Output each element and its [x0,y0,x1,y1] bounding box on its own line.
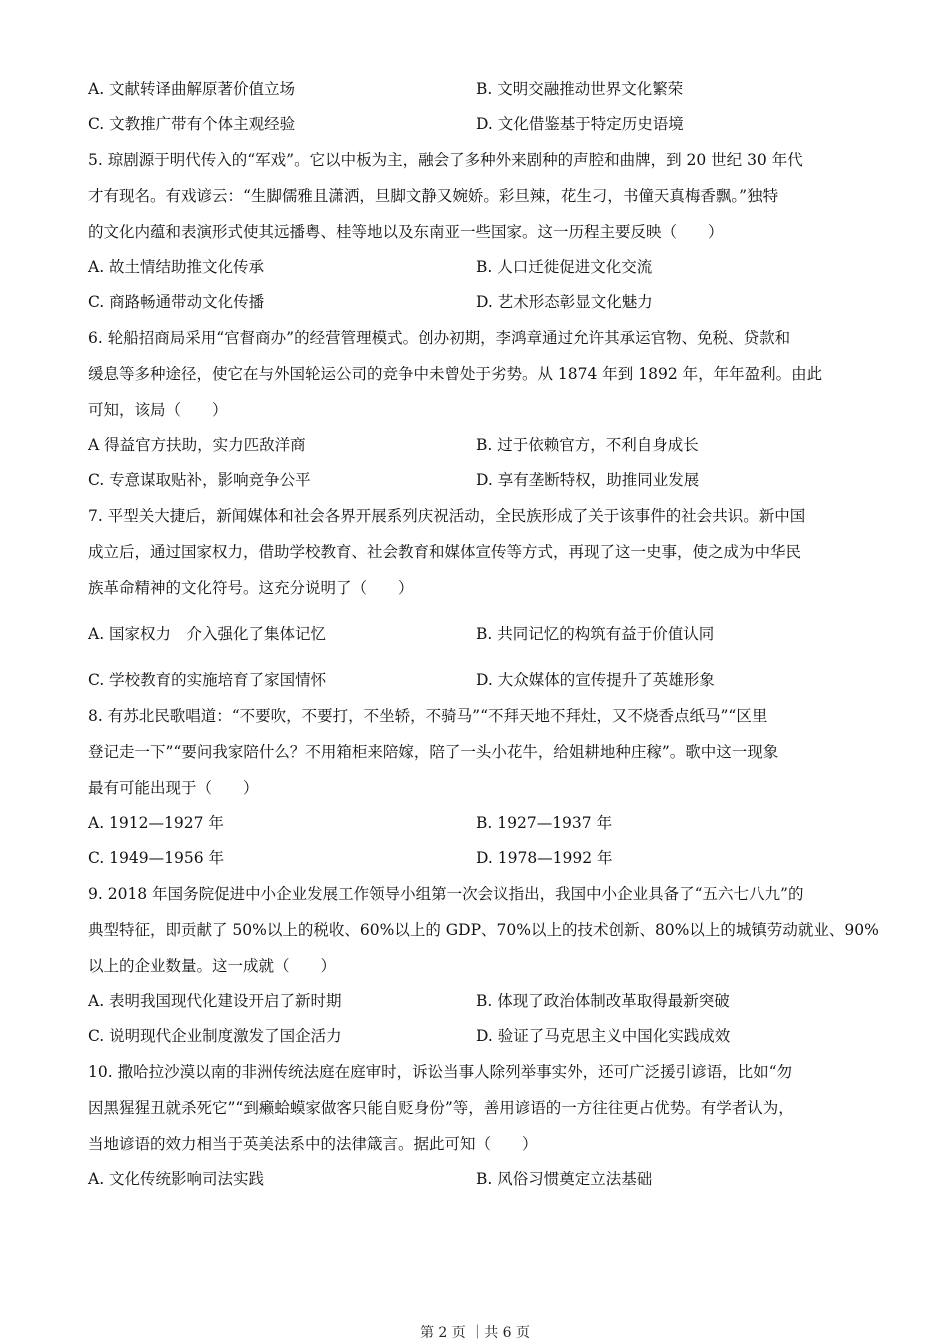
spacer [88,606,868,617]
q9-option-a[interactable]: A. 表明我国现代化建设开启了新时期 [88,992,342,1010]
q5-options-row-1 [88,250,868,285]
q6-option-b[interactable]: B. 过于依赖官方，不利自身成长 [476,436,699,454]
q4-option-a[interactable]: A. 文献转译曲解原著价值立场 [88,80,296,98]
question-9-stem-line: 典型特征，即贡献了 50%以上的税收、60%以上的 GDP、70%以上的技术创新、80%以上的城镇劳动就业、90% [88,921,879,939]
q6-option-c[interactable]: C. 专意谋取贴补，影响竞争公平 [88,471,311,489]
page-footer: 第 2 页 ｜共 6 页 [419,1325,531,1341]
question-8 [88,698,868,876]
q6-options-row-2 [88,463,868,498]
q8-options-row-2 [88,841,868,876]
q5-option-a[interactable]: A. 故土情结助推文化传承 [88,258,265,276]
q10-option-b[interactable]: B. 风俗习惯奠定立法基础 [476,1170,653,1188]
q8-option-c[interactable]: C. 1949—1956 年 [88,849,224,867]
question-10-stem-line: 因黑猩猩丑就杀死它”“到癞蛤蟆家做客只能自贬身份”等，善用谚语的一方往往更占优势。有学者认为， [88,1099,794,1117]
q8-option-d[interactable]: D. 1978—1992 年 [476,849,613,867]
q8-options-row-1 [88,806,868,841]
q9-option-d[interactable]: D. 验证了马克思主义中国化实践成效 [476,1027,731,1045]
q7-option-b[interactable]: B. 共同记忆的构筑有益于价值认同 [476,625,715,643]
q8-option-a[interactable]: A. 1912—1927 年 [88,814,224,832]
q4-option-b[interactable]: B. 文明交融推动世界文化繁荣 [476,80,684,98]
q5-option-d[interactable]: D. 艺术形态彰显文化魅力 [476,293,653,311]
q6-option-a[interactable]: A 得益官方扶助，实力匹敌洋商 [88,436,306,454]
question-6 [88,320,868,498]
q9-option-b[interactable]: B. 体现了政治体制改革取得最新突破 [476,992,730,1010]
question-5 [88,142,868,320]
q4-option-d[interactable]: D. 文化借鉴基于特定历史语境 [476,115,684,133]
question-7-stem-line: 7. 平型关大捷后，新闻媒体和社会各界开展系列庆祝活动，全民族形成了关于该事件的社会共识。新中国 [88,507,806,525]
question-7-stem-line: 族革命精神的文化符号。这充分说明了（ ） [88,579,414,597]
question-6-stem-line: 6. 轮船招商局采用“官督商办”的经营管理模式。创办初期，李鸿章通过允许其承运官物、免税、贷款和 [88,329,791,347]
q5-options-row-2 [88,285,868,320]
question-8-stem-line: 登记走一下”“要问我家陪什么？不用箱柜来陪嫁，陪了一头小花牛，给姐耕地种庄稼”。歌中这一现象 [88,743,779,761]
question-9-stem-line: 9. 2018 年国务院促进中小企业发展工作领导小组第一次会议指出，我国中小企业具备了“五六七八九”的 [88,885,804,903]
question-5-stem-line: 的文化内蕴和表演形式使其远播粤、桂等地以及东南亚一些国家。这一历程主要反映（ ） [88,223,724,241]
q6-options-row-1 [88,428,868,463]
q7-options-row-1 [88,617,868,652]
question-10-stem-line: 当地谚语的效力相当于英美法系中的法律箴言。据此可知（ ） [88,1135,538,1153]
question-8-stem-line: 8. 有苏北民歌唱道：“不要吹，不要打，不坐轿，不骑马”“不拜天地不拜灶，又不烧香点纸马”“区里 [88,707,768,725]
question-6-stem-line: 可知，该局（ ） [88,401,228,419]
q9-option-c[interactable]: C. 说明现代企业制度激发了国企活力 [88,1027,342,1045]
q4-options-row-2 [88,107,868,142]
question-5-stem-line: 才有现名。有戏谚云：“生脚儒雅且潇洒，旦脚文静又婉娇。彩旦辣，花生刁，书僮天真梅香飘。”独特 [88,187,779,205]
question-10 [88,1054,868,1197]
q4-option-c[interactable]: C. 文教推广带有个体主观经验 [88,115,296,133]
q9-options-row-2 [88,1019,868,1054]
question-8-stem-line: 最有可能出现于（ ） [88,779,259,797]
q10-option-a[interactable]: A. 文化传统影响司法实践 [88,1170,265,1188]
q6-option-d[interactable]: D. 享有垄断特权，助推同业发展 [476,471,700,489]
question-5-stem-line: 5. 琼剧源于明代传入的“军戏”。它以中板为主，融会了多种外来剧种的声腔和曲牌，到 20 世纪 30 年代 [88,151,803,169]
q5-option-b[interactable]: B. 人口迁徙促进文化交流 [476,258,653,276]
spacer [88,652,868,663]
q10-options-row-1 [88,1162,868,1197]
question-10-stem-line: 10. 撒哈拉沙漠以南的非洲传统法庭在庭审时，诉讼当事人除列举事实外，还可广泛援引谚语，比如“勿 [88,1063,793,1081]
q5-option-c[interactable]: C. 商路畅通带动文化传播 [88,293,265,311]
q7-option-d[interactable]: D. 大众媒体的宣传提升了英雄形象 [476,671,715,689]
question-7 [88,498,868,698]
q4-options-row-1 [88,72,868,107]
q7-option-a[interactable]: A. 国家权力 介入强化了集体记忆 [88,625,327,643]
q8-option-b[interactable]: B. 1927—1937 年 [476,814,613,832]
exam-page [88,72,879,1197]
question-7-stem-line: 成立后，通过国家权力，借助学校教育、社会教育和媒体宣传等方式，再现了这一史事，使之成为中华民 [88,543,802,561]
q9-options-row-1 [88,984,868,1019]
q7-options-row-2 [88,663,868,698]
question-9-stem-line: 以上的企业数量。这一成就（ ） [88,957,337,975]
q7-option-c[interactable]: C. 学校教育的实施培育了家国情怀 [88,671,327,689]
question-9 [88,876,879,1054]
question-6-stem-line: 缓息等多种途径，使它在与外国轮运公司的竞争中未曾处于劣势。从 1874 年到 1892 年，年年盈利。由此 [88,365,823,383]
